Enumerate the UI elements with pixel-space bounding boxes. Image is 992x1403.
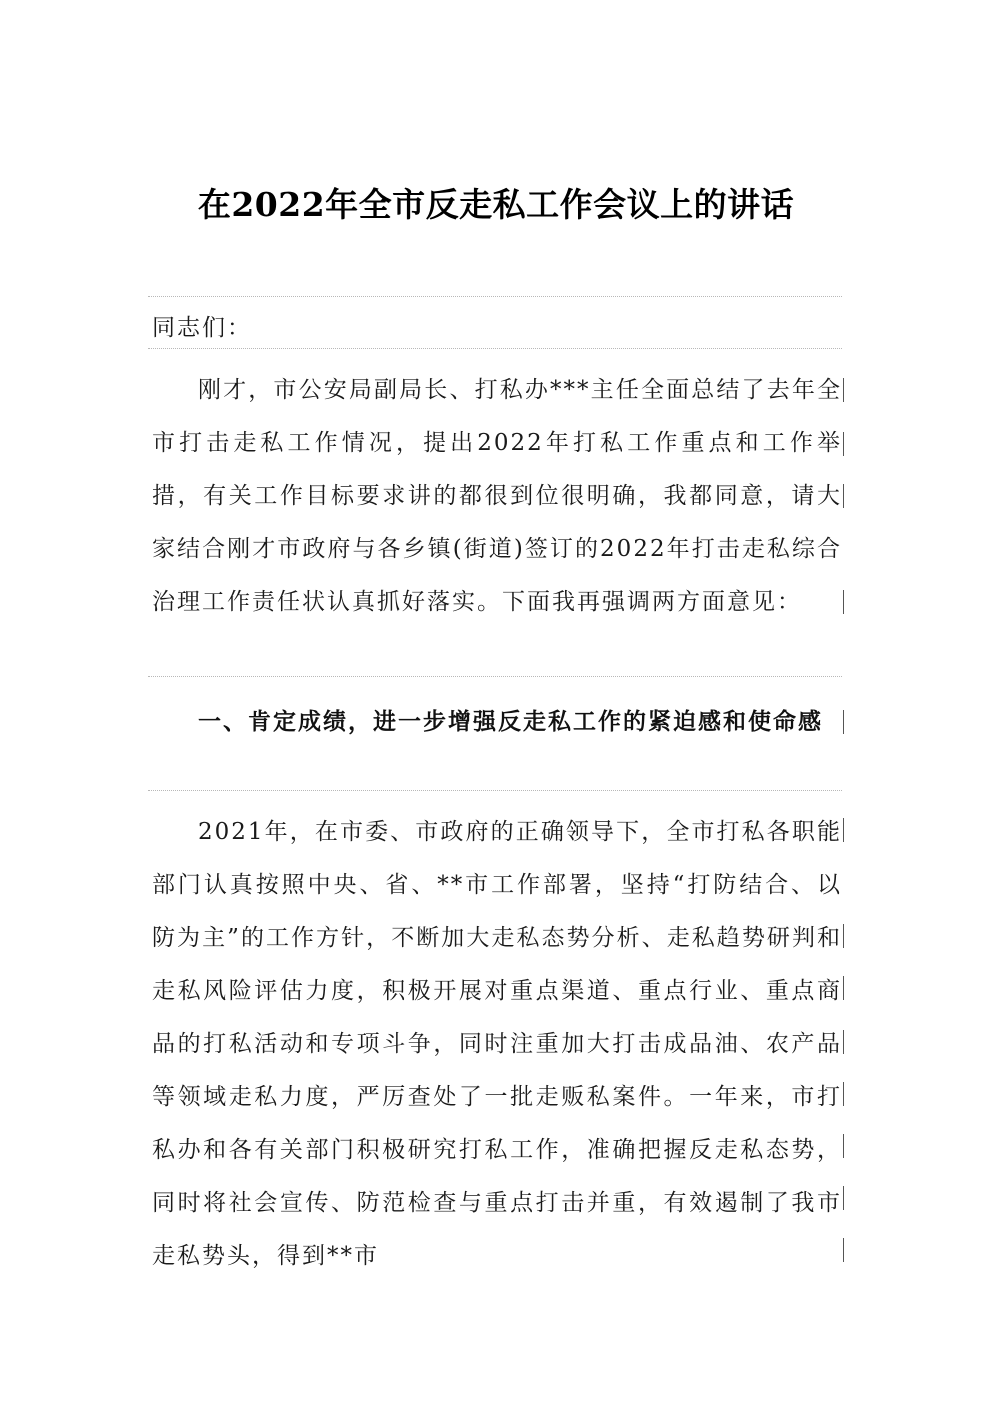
- document-title: 在2022年全市反走私工作会议上的讲话: [197, 185, 795, 225]
- margin-mark: [843, 590, 844, 614]
- margin-mark: [843, 818, 844, 842]
- divider: [148, 296, 842, 297]
- section-heading-1: 一、肯定成绩，进一步增强反走私工作的紧迫感和使命感: [198, 709, 823, 735]
- margin-mark: [843, 1134, 844, 1158]
- margin-mark: [843, 1030, 844, 1054]
- divider: [148, 676, 842, 677]
- divider: [148, 790, 842, 791]
- margin-mark: [843, 432, 844, 456]
- margin-mark: [843, 484, 844, 508]
- margin-mark: [843, 924, 844, 948]
- margin-mark: [843, 1082, 844, 1106]
- margin-mark: [843, 976, 844, 1000]
- margin-mark: [843, 378, 844, 402]
- greeting: 同志们：: [152, 315, 252, 341]
- margin-mark: [843, 1186, 844, 1210]
- divider: [148, 348, 842, 349]
- margin-mark: [843, 1238, 844, 1262]
- paragraph-intro: 刚才，市公安局副局长、打私办***主任全面总结了去年全市打击走私工作情况，提出2022年打私工作重点和工作举措，有关工作目标要求讲的都很到位很明确，我都同意，请大家结合刚才市政府与各乡镇(街道)签订的2022年打击走私综合治理工作责任状认真抓好落实。下面我再强调两方面意见：: [152, 377, 842, 615]
- paragraph-achievements: 2021年，在市委、市政府的正确领导下，全市打私各职能部门认真按照中央、省、**市工作部署，坚持“打防结合、以防为主”的工作方针，不断加大走私态势分析、走私趋势研判和走私风险评估力度，积极开展对重点渠道、重点行业、重点商品的打私活动和专项斗争，同时注重加大打击成品油、农产品等领域走私力度，严厉查处了一批走贩私案件。一年来，市打私办和各有关部门积极研究打私工作，准确把握反走私态势，同时将社会宣传、防范检查与重点打击并重，有效遏制了我市走私势头，得到**市: [152, 819, 842, 1269]
- margin-mark: [843, 710, 844, 734]
